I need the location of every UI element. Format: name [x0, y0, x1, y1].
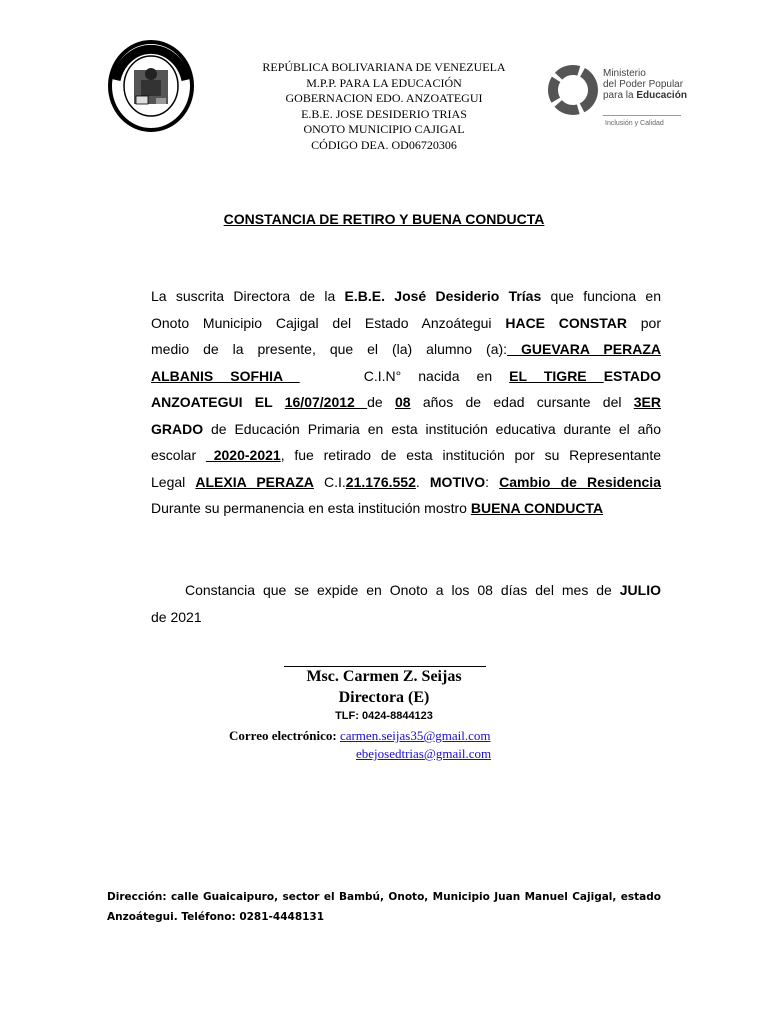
email-row	[229, 728, 491, 744]
director-name: Msc. Carmen Z. Seijas	[306, 668, 462, 685]
representative-id: 21.176.552	[345, 473, 416, 490]
birthplace-city: EL TIGRE	[509, 367, 604, 384]
email-row-secondary	[356, 746, 491, 762]
representative-name: ALEXIA PERAZA	[195, 473, 314, 490]
closing-year: de 2021	[151, 608, 202, 625]
school-year: _2020-2021	[205, 447, 281, 463]
header-line: ONOTO MUNICIPIO CAJIGAL	[303, 122, 465, 137]
body-line: ANZOATEGUI EL 16/07/2012 de 08 años de edad cursante del 3ER	[151, 394, 661, 410]
body-line: La suscrita Directora de la E.B.E. José Desiderio Trías que funciona en	[151, 288, 661, 304]
ministry-divider	[603, 115, 681, 116]
birth-date: 16/07/2012	[284, 394, 368, 410]
student-name-part1: GUEVARA PERAZA	[507, 341, 661, 357]
institution-header	[214, 60, 554, 154]
body-line: Durante su permanencia en esta institución mostro BUENA CONDUCTA	[151, 500, 604, 516]
conduct-rating: BUENA CONDUCTA	[470, 500, 604, 516]
issue-month: JULIO	[619, 582, 661, 598]
body-line: escolar _2020-2021, fue retirado de esta institución por su Representante	[151, 447, 661, 463]
ministry-logo	[545, 62, 685, 132]
body-line: GRADO de Educación Primaria en esta institución educativa durante el año	[151, 420, 661, 437]
director-role: Directora (E)	[338, 689, 430, 706]
footer-line: Dirección: calle Guaicaipuro, sector el Bambú, Onoto, Municipio Juan Manuel Cajigal, estado	[107, 891, 661, 903]
director-phone: TLF: 0424-8844123	[335, 710, 433, 722]
closing-paragraph	[151, 577, 661, 630]
hace-constar: HACE CONSTAR	[505, 314, 627, 331]
school-name: E.B.E. José Desiderio Trías	[344, 288, 542, 304]
header-line: E.B.E. JOSE DESIDERIO TRIAS	[301, 106, 467, 121]
footer-line: Anzoátegui. Teléfono: 0281-4448131	[107, 911, 325, 923]
school-seal-logo	[108, 40, 194, 132]
header-line: M.P.P. PARA LA EDUCACIÓN	[306, 75, 462, 90]
email-label: Correo electrónico:	[229, 728, 337, 743]
header-line: GOBERNACION EDO. ANZOATEGUI	[285, 91, 483, 106]
student-name-part2: ALBANIS SOFHIA	[151, 367, 300, 384]
body-line: Legal ALEXIA PERAZA C.I.21.176.552. MOTIVO: Cambio de Residencia	[151, 473, 661, 490]
ministry-name: Ministerio del Poder Popular para la Educación	[603, 68, 687, 101]
body-line: ALBANIS SOFHIA C.I.N° nacida en EL TIGRE ESTADO	[151, 367, 662, 384]
ministry-tagline: Inclusión y Calidad	[605, 120, 664, 127]
closing-line: Constancia que se expide en Onoto a los 08 días del mes de JULIO	[185, 582, 661, 598]
grade: 3ER	[633, 394, 661, 410]
body-line: medio de la presente, que el (la) alumno (a): GUEVARA PERAZA	[151, 341, 661, 357]
student-age: 08	[394, 394, 411, 410]
ministry-ring-icon	[545, 62, 601, 118]
header-line: CÓDIGO DEA. OD06720306	[311, 137, 457, 152]
withdrawal-reason: Cambio de Residencia	[499, 473, 661, 490]
body-line: Onoto Municipio Cajigal del Estado Anzoátegui HACE CONSTAR por	[151, 314, 662, 331]
signature-line	[284, 666, 486, 667]
email-link-secondary[interactable]: ebejosedtrias@gmail.com	[356, 746, 492, 761]
footer-address	[107, 887, 661, 927]
header-line: REPÚBLICA BOLIVARIANA DE VENEZUELA	[262, 60, 506, 74]
document-title: CONSTANCIA DE RETIRO Y BUENA CONDUCTA	[223, 211, 545, 227]
email-link-primary[interactable]: carmen.seijas35@gmail.com	[339, 728, 491, 743]
certificate-body	[151, 283, 661, 522]
